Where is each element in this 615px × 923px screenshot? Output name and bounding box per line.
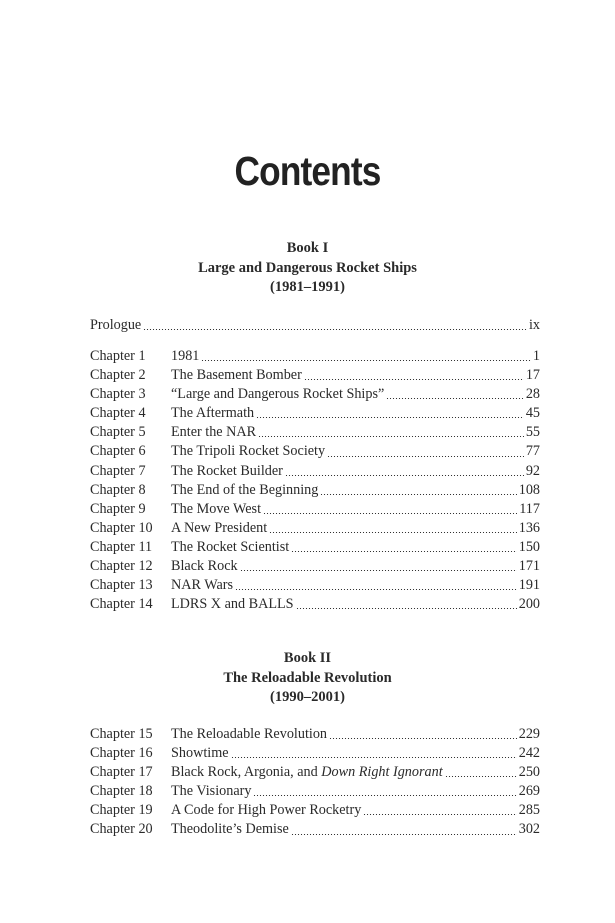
chapter-number: Chapter 8 (90, 481, 146, 498)
chapter-title (171, 462, 283, 481)
chapter-number: Chapter 18 (90, 783, 153, 800)
chapter-title-text: Black Rock, Argonia, and (171, 764, 322, 781)
toc-entry[interactable] (90, 404, 540, 423)
chapter-title (171, 782, 251, 801)
chapter-page: 269 (518, 783, 540, 800)
chapter-number: Chapter 3 (90, 386, 146, 403)
toc-entry[interactable] (90, 462, 540, 481)
chapter-page: 191 (518, 577, 540, 594)
chapter-page: 117 (519, 500, 540, 517)
book-2-heading (0, 649, 615, 708)
chapter-title (171, 801, 361, 820)
dot-leader (240, 557, 517, 576)
chapter-number: Chapter 11 (90, 538, 153, 555)
toc-entry[interactable] (90, 538, 540, 557)
chapter-title-text: 1981 (171, 348, 200, 364)
toc-entry[interactable] (90, 820, 540, 839)
toc-entry[interactable] (90, 576, 540, 595)
dot-leader (445, 763, 517, 782)
toc-entry[interactable] (90, 557, 540, 576)
chapter-title-text: LDRS X and BALLS (171, 596, 294, 613)
toc-entry[interactable] (90, 763, 540, 782)
dot-leader (263, 500, 517, 519)
chapter-title (171, 347, 199, 366)
dot-leader (231, 744, 517, 763)
dot-leader (363, 801, 516, 820)
chapter-page: 171 (518, 558, 540, 575)
chapter-number: Chapter 6 (90, 443, 146, 460)
chapter-page: 77 (525, 443, 540, 460)
chapter-title (171, 595, 294, 614)
dot-leader (269, 519, 517, 538)
toc-entry[interactable] (90, 423, 540, 442)
chapter-page: 229 (518, 726, 540, 742)
chapter-title-text: Black Rock (171, 558, 238, 575)
toc-entry[interactable] (90, 442, 540, 461)
toc-entry[interactable] (90, 744, 540, 763)
chapter-title-text: The Rocket Scientist (171, 538, 290, 555)
dot-leader (256, 404, 524, 423)
chapter-title-text: The End of the Beginning (171, 481, 319, 498)
chapter-page: 285 (518, 802, 540, 819)
toc-entry[interactable] (90, 725, 540, 744)
dot-leader (285, 462, 524, 481)
chapter-page: 28 (525, 386, 540, 403)
toc-entry[interactable] (90, 366, 540, 385)
toc-entry[interactable] (90, 782, 540, 801)
dot-leader (143, 316, 527, 335)
chapter-title-italic: Down Right Ignorant (321, 764, 443, 781)
chapter-number: Chapter 10 (90, 519, 153, 536)
book-2-chapter-list (90, 725, 540, 840)
page-title: Contents (234, 148, 381, 194)
dot-leader (291, 538, 517, 557)
chapter-number: Chapter 12 (90, 558, 153, 575)
chapter-number: Chapter 9 (90, 500, 146, 517)
dot-leader (291, 820, 517, 839)
chapter-number: Chapter 17 (90, 764, 153, 781)
book-2-subtitle: The Reloadable Revolution (223, 669, 392, 686)
chapter-number: Chapter 20 (90, 821, 153, 838)
chapter-number: Chapter 19 (90, 802, 153, 819)
chapter-page: 55 (525, 424, 540, 441)
chapter-title-text: Theodolite’s Demise (171, 821, 289, 838)
chapter-title (171, 442, 325, 461)
toc-entry[interactable] (90, 385, 540, 404)
toc-entry[interactable] (90, 481, 540, 500)
toc-entry[interactable] (90, 347, 540, 366)
prologue-label: Prologue (90, 317, 142, 333)
dot-leader (296, 595, 517, 614)
chapter-title (171, 538, 289, 557)
chapter-title (171, 423, 256, 442)
book-1-chapter-list (90, 347, 540, 614)
chapter-page: 92 (525, 462, 540, 479)
dot-leader (327, 442, 524, 461)
chapter-page: 45 (525, 405, 540, 422)
chapter-title (171, 576, 233, 595)
book-2-label: Book II (283, 650, 332, 666)
dot-leader (253, 782, 516, 801)
chapter-title-text: The Basement Bomber (171, 367, 302, 384)
chapter-number: Chapter 2 (90, 367, 146, 384)
toc-entry[interactable] (90, 801, 540, 820)
chapter-page: 108 (518, 481, 540, 498)
chapter-title-text: The Move West (171, 500, 262, 517)
chapter-title-text: A Code for High Power Rocketry (171, 802, 362, 819)
toc-entry-prologue[interactable] (90, 316, 540, 335)
chapter-page: 302 (518, 821, 540, 838)
chapter-page: 1 (532, 348, 540, 364)
chapter-number: Chapter 14 (90, 596, 153, 613)
chapter-title (171, 763, 443, 782)
chapter-page: 242 (518, 745, 540, 762)
chapter-title-text: A New President (171, 519, 268, 536)
toc-entry[interactable] (90, 500, 540, 519)
prologue-page: ix (528, 317, 540, 333)
chapter-title-text: The Rocket Builder (171, 462, 283, 479)
chapter-title-text: The Visionary (171, 783, 252, 800)
dot-leader (258, 423, 524, 442)
chapter-page: 136 (518, 519, 540, 536)
chapter-title (171, 519, 267, 538)
chapter-title-text: The Aftermath (171, 405, 255, 422)
chapter-page: 250 (518, 764, 540, 781)
chapter-title-text: The Reloadable Revolution (171, 726, 328, 742)
chapter-title (171, 366, 302, 385)
chapter-title-text: The Tripoli Rocket Society (171, 443, 326, 460)
toc-entry[interactable] (90, 595, 540, 614)
chapter-title (171, 557, 238, 576)
chapter-title (171, 820, 289, 839)
prologue-entry-wrap (90, 316, 540, 335)
dot-leader (304, 366, 524, 385)
chapter-number: Chapter 16 (90, 745, 153, 762)
chapter-number: Chapter 5 (90, 424, 146, 441)
book-1-years: (1981–1991) (270, 279, 345, 295)
dot-leader (329, 725, 517, 744)
chapter-title (171, 500, 261, 519)
book-2-years: (1990–2001) (270, 689, 345, 705)
chapter-number: Chapter 15 (90, 726, 153, 742)
chapter-number: Chapter 13 (90, 577, 153, 594)
chapter-title (171, 744, 229, 763)
chapter-title (171, 481, 318, 500)
chapter-title-text: Enter the NAR (171, 424, 257, 441)
chapter-number: Chapter 1 (90, 348, 146, 364)
chapter-page: 17 (525, 367, 540, 384)
dot-leader (320, 481, 516, 500)
chapter-page: 150 (518, 538, 540, 555)
chapter-title (171, 385, 384, 404)
book-1-label: Book I (286, 240, 329, 256)
dot-leader (235, 576, 517, 595)
book-1-subtitle: Large and Dangerous Rocket Ships (198, 259, 417, 276)
chapter-number: Chapter 4 (90, 405, 146, 422)
dot-leader (201, 347, 531, 366)
chapter-number: Chapter 7 (90, 462, 146, 479)
chapter-title (171, 725, 327, 744)
chapter-title-text: Showtime (171, 745, 229, 762)
chapter-title-text: “Large and Dangerous Rocket Ships” (171, 386, 385, 403)
book-1-heading (0, 239, 615, 298)
chapter-title-text: NAR Wars (171, 577, 234, 594)
chapter-title (171, 404, 254, 423)
dot-leader (386, 385, 524, 404)
chapter-page: 200 (518, 596, 540, 613)
toc-entry[interactable] (90, 519, 540, 538)
